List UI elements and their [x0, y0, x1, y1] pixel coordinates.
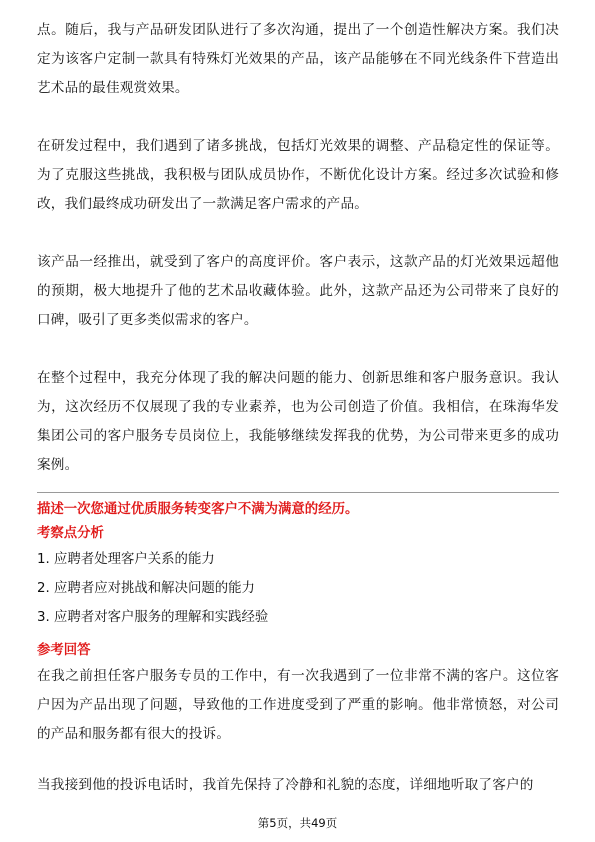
- analysis-point: 2. 应聘者应对挑战和解决问题的能力: [37, 581, 255, 596]
- section-divider: [37, 492, 559, 493]
- interview-question: 描述一次您通过优质服务转变客户不满为满意的经历。: [37, 502, 359, 517]
- analysis-heading: 考察点分析: [37, 526, 104, 541]
- answer-paragraph: 当我接到他的投诉电话时，我首先保持了冷静和礼貌的态度，详细地听取了客户的: [37, 777, 534, 793]
- analysis-point: 3. 应聘者对客户服务的理解和实践经验: [37, 610, 269, 625]
- answer-heading: 参考回答: [37, 643, 91, 658]
- answer-paragraph: 在我之前担任客户服务专员的工作中，有一次我遇到了一位非常不满的客户。这位客户因为产品出现了问题，导致他的工作进度受到了严重的影响。他非常愤怒，对公司的产品和服务都有很大的投诉。: [37, 668, 559, 742]
- body-paragraph: 在整个过程中，我充分体现了我的解决问题的能力、创新思维和客户服务意识。我认为，这次经历不仅展现了我的专业素养，也为公司创造了价值。我相信，在珠海华发集团公司的客户服务专员岗位上，我能够继续发挥我的优势，为公司带来更多的成功案例。: [37, 370, 559, 473]
- body-paragraph: 该产品一经推出，就受到了客户的高度评价。客户表示，这款产品的灯光效果远超他的预期，极大地提升了他的艺术品收藏体验。此外，这款产品还为公司带来了良好的口碑，吸引了更多类似需求的客户。: [37, 254, 559, 328]
- page-number: 第5页，共49页: [257, 816, 338, 830]
- page-content: [37, 16, 559, 800]
- body-paragraph: 点。随后，我与产品研发团队进行了多次沟通，提出了一个创造性解决方案。我们决定为该客户定制一款具有特殊灯光效果的产品，该产品能够在不同光线条件下营造出艺术品的最佳观赏效果。: [37, 22, 559, 96]
- body-paragraph: 在研发过程中，我们遇到了诸多挑战，包括灯光效果的调整、产品稳定性的保证等。为了克服这些挑战，我积极与团队成员协作，不断优化设计方案。经过多次试验和修改，我们最终成功研发出了一款满足客户需求的产品。: [37, 138, 559, 212]
- analysis-point: 1. 应聘者处理客户关系的能力: [37, 552, 215, 567]
